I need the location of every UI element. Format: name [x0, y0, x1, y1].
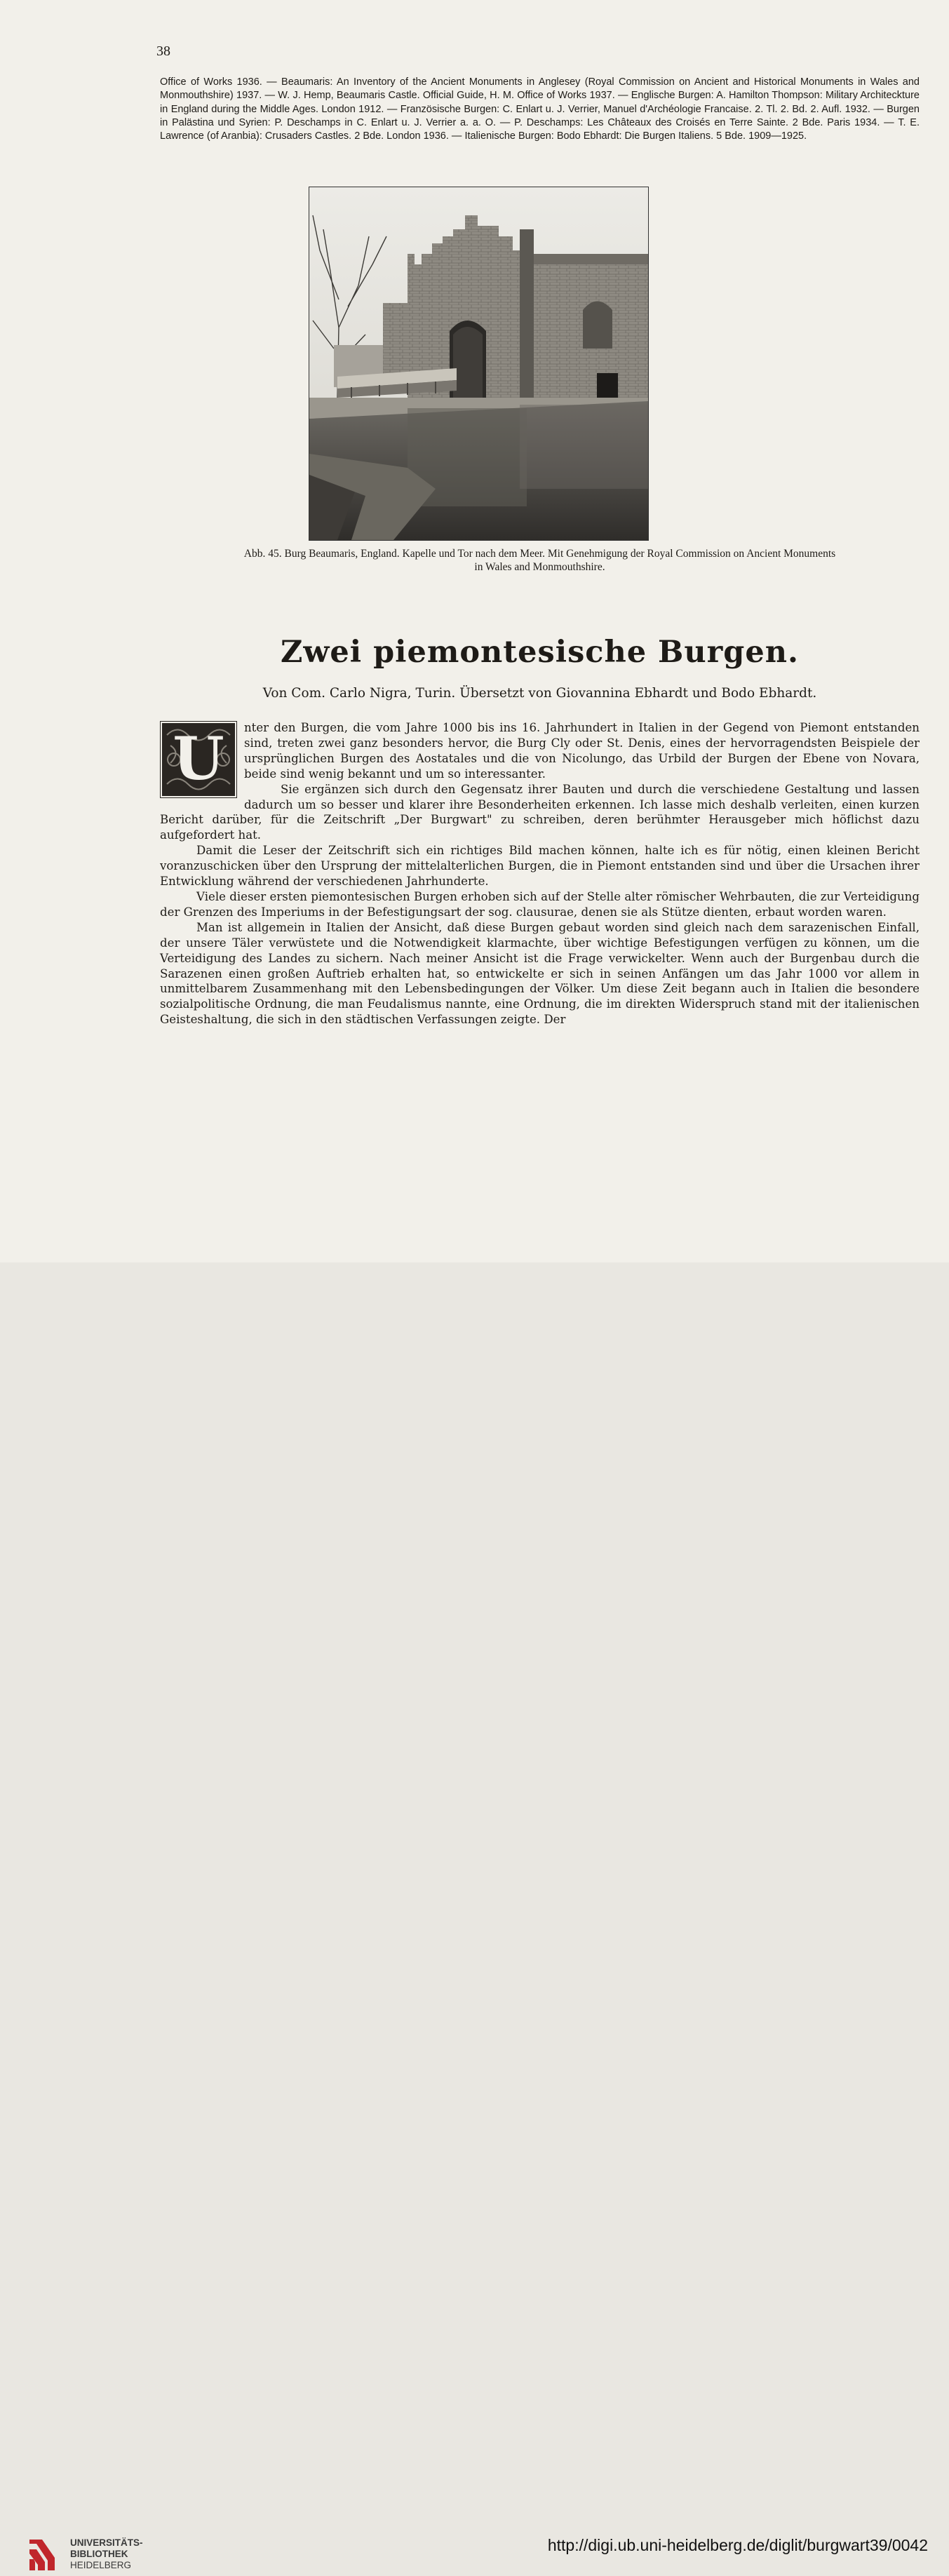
paragraph-1: nter den Burgen, die vom Jahre 1000 bis ins 16. Jahrhundert in Italien in der Gegend von Piemont entstanden sind, treten zwei ganz besonders hervor, die Burg Cly oder St. Denis, eines der hervorragendsten Beispiele der ursprünglichen Burgen des Aostatales und die von Nicolungo, das Urbild der Burgen der Ebene von Novara, beide sind wenig bekannt und um so interessanter. [244, 721, 920, 781]
figure-caption [160, 547, 920, 574]
paragraph-5: Man ist allgemein in Italien der Ansicht, daß diese Burgen gebaut worden sind gleich nach dem sarazenischen Einfall, der unsere Täler verwüstete und die Notwendigkeit klarmachte, über wichtige Befestigungen verfügen zu können, um die Verteidigung des Landes zu sichern. Nach meiner Ansicht ist die Frage verwickelter. Wenn auch der Burgenbau durch die Sarazenen einen großen Auftrieb erhalten hat, so entwickelte er sich in seinen Anfängen um das Jahr 1000 vor allem in unmittelbarem Zusammenhang mit den Lebensbedingungen der Völker. Um diese Zeit begann auch in Italien die besondere sozialpolitische Ordnung, die man Feudalismus nannte, eine Ordnung, die im direkten Widerspruch stand mit der italienischen Geisteshaltung, die sich in den städtischen Verfassungen zeigte. Der [160, 920, 920, 1027]
library-name [70, 2537, 143, 2571]
permalink-url[interactable]: http://digi.ub.uni-heidelberg.de/diglit/burgwart39/0042 [547, 2536, 928, 2554]
decorated-initial [160, 721, 237, 798]
article-title: Zwei piemontesische Burgen. [281, 635, 799, 670]
page-number: 38 [156, 43, 170, 59]
bibliography-text: Office of Works 1936. — Beaumaris: An Inventory of the Ancient Monuments in Anglesey (Royal Commission on Ancient and Historical Monuments in Wales and Monmouthshire) 1937. — W. J. Hemp, Beaumaris Castle. Official Guide, H. M. Office of Works 1937. — Englische Burgen: A. Hamilton Thompson: Military Architeckture in England during the Middle Ages. London 1912. — Französische Burgen: C. Enlart u. J. Verrier, Manuel d'Archéologie Francaise. 2. Tl. 2. Bd. 2. Aufl. 1932. — Burgen in Palästina und Syrien: P. Deschamps in C. Enlart u. J. Verrier a. a. O. — P. Deschamps: Les Châteaux des Croisés en Terre Sainte. 2 Bde. Paris 1934. — T. E. Lawrence (of Aranbia): Crusaders Castles. 2 Bde. London 1936. — Italienische Burgen: Bodo Ebhardt: Die Burgen Italiens. 5 Bde. 1909—1925. [160, 76, 920, 142]
article-body [160, 720, 920, 1027]
ub-heidelberg-logo-icon[interactable] [27, 2534, 62, 2576]
caption-line-2: in Wales and Monmouthshire. [474, 561, 605, 573]
scanned-page [0, 0, 949, 1262]
beaumaris-castle-photo-icon [309, 187, 648, 540]
library-footer [0, 1262, 949, 2570]
paragraph-4: Viele dieser ersten piemontesischen Burgen erhoben sich auf der Stelle alter römischer Wehrbauten, die zur Verteidigung der Grenzen des Imperiums in der Befestigungsart der sog. clausurae, denen sie als Stütze dienten, erbaut worden waren. [160, 889, 920, 919]
paragraph-2: Sie ergänzen sich durch den Gegensatz ihrer Bauten und durch die verschiedene Gestaltung und lassen dadurch um so besser und klarer ihre Besonderheiten erkennen. Ich lasse mich deshalb verleiten, einen kurzen Bericht darüber, für die Zeitschrift „Der Burgwart" zu schreiben, deren berühmter Herausgeber mich höflichst dazu aufgefordert hat. [160, 782, 920, 842]
library-name-line-1: UNIVERSITÄTS- [70, 2537, 143, 2548]
initial-letter: U [173, 724, 224, 793]
castle-photograph [309, 187, 649, 541]
article-byline: Von Com. Carlo Nigra, Turin. Übersetzt von Giovannina Ebhardt und Bodo Ebhardt. [262, 686, 817, 701]
paragraph-3: Damit die Leser der Zeitschrift sich ein richtiges Bild machen können, halte ich es für nötig, einen kleinen Bericht voranzuschicken über den Ursprung der mittelalterlichen Burgen, die in Piemont entstanden sind und über die Ursachen ihrer Entwicklung während der verschiedenen Jahrhunderte. [160, 844, 920, 889]
library-name-line-3: HEIDELBERG [70, 2560, 132, 2570]
caption-line-1: Abb. 45. Burg Beaumaris, England. Kapelle und Tor nach dem Meer. Mit Genehmigung der Royal Commission on Ancient Monuments [243, 548, 836, 560]
library-name-line-2: BIBLIOTHEK [70, 2549, 128, 2559]
